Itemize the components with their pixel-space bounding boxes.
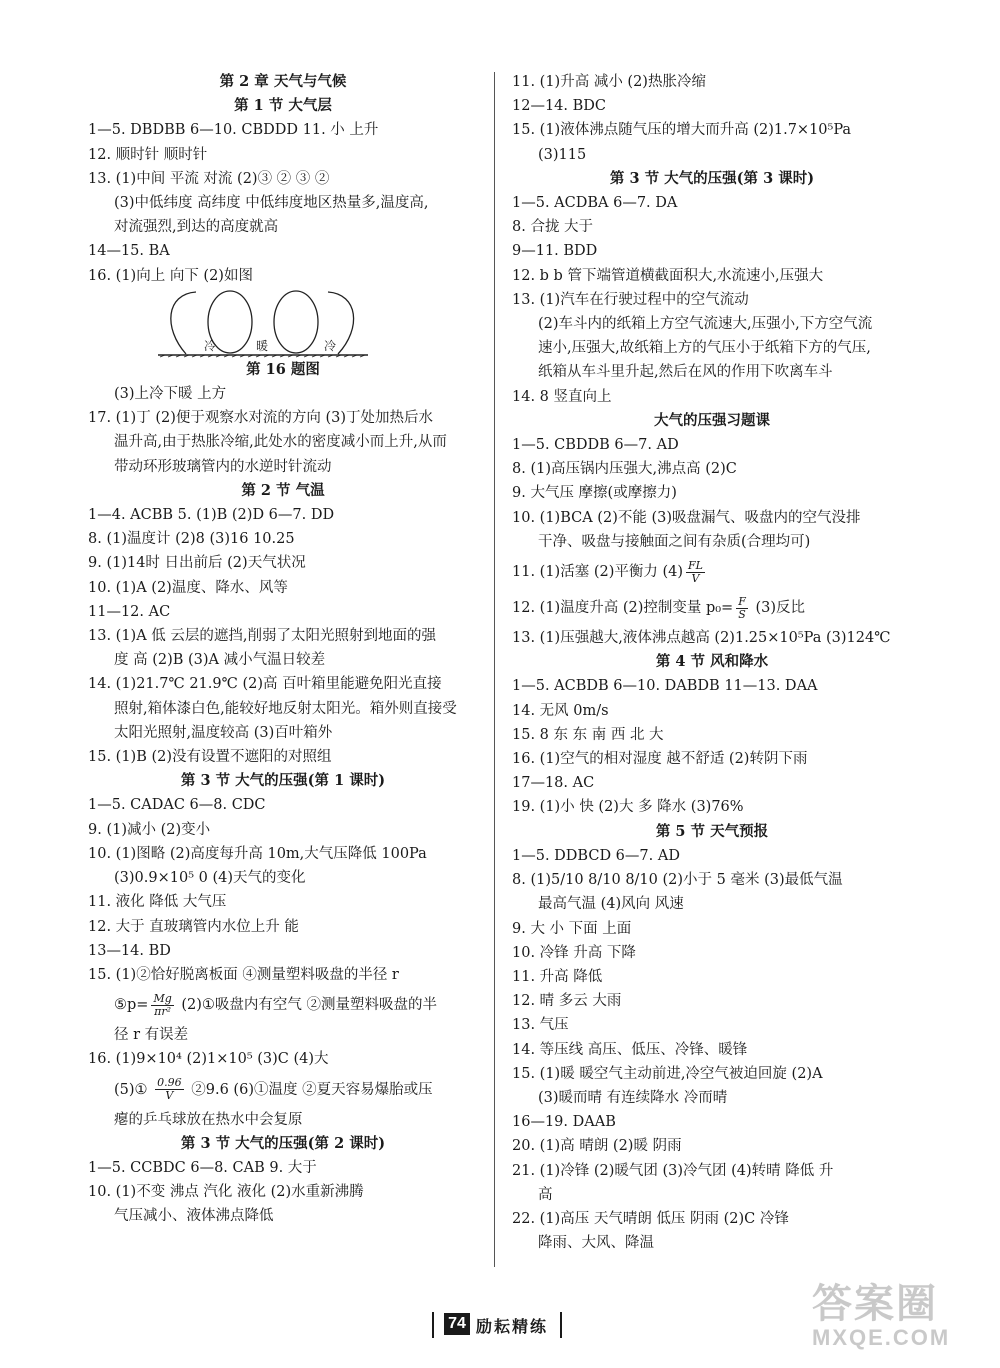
answer-text: 9. 大气压 摩擦(或摩擦力) — [512, 485, 677, 502]
right-line — [512, 868, 912, 892]
answer-text: (2)①吸盘内有空气 ②测量塑料吸盘的半 — [176, 997, 438, 1014]
right-line — [512, 795, 912, 819]
answer-text: 11—12. AC — [88, 603, 171, 620]
left-line — [88, 576, 478, 600]
right-line — [512, 626, 912, 650]
left-line — [88, 358, 478, 382]
right-line — [512, 965, 912, 989]
answer-text: 14. 8 竖直向上 — [512, 388, 612, 405]
left-line — [88, 430, 478, 454]
answer-text: ②9.6 (6)①温度 ②夏天容易爆胎或压 — [186, 1081, 433, 1098]
fraction: $\frac{0.96}{V}$ — [157, 1076, 182, 1103]
column-divider — [494, 72, 495, 1267]
answer-text: 10. (1)A (2)温度、降水、风等 — [88, 579, 288, 596]
answer-text: 第 5 节 天气预报 — [655, 822, 769, 840]
answer-text: (5)① — [114, 1081, 153, 1098]
right-line — [512, 747, 912, 771]
answer-text: 12. (1)温度升高 (2)控制变量 p₀= — [512, 600, 734, 617]
left-line — [88, 215, 478, 239]
answer-text: 1—5. CBDDB 6—7. AD — [512, 437, 679, 454]
answer-text: 干净、吸盘与接触面之间有杂质(合理均可) — [538, 533, 811, 550]
answer-text: 1—5. CCBDC 6—8. CAB 9. 大于 — [88, 1159, 317, 1176]
left-line — [88, 818, 478, 842]
brand-name: 励耘精练 — [476, 1317, 549, 1336]
answer-text: 19. (1)小 快 (2)大 多 降水 (3)76% — [512, 799, 744, 816]
left-line — [88, 842, 478, 866]
answer-text: 13. (1)汽车在行驶过程中的空气流动 — [512, 291, 749, 308]
convection-loop-2 — [274, 291, 318, 353]
answer-text: 8. (1)5/10 8/10 8/10 (2)小于 5 毫米 (3)最低气温 — [512, 872, 843, 889]
answer-text: 9. 大 小 下面 上面 — [512, 920, 632, 937]
left-line — [88, 503, 478, 527]
answer-text: 10. 冷锋 升高 下降 — [512, 944, 636, 961]
right-line — [512, 336, 912, 360]
right-line — [512, 699, 912, 723]
answer-text: 高 — [538, 1186, 553, 1203]
right-line — [512, 457, 912, 481]
left-line — [88, 239, 478, 263]
answer-text: 8. (1)高压锅内压强大,沸点高 (2)C — [512, 461, 737, 478]
answer-text: 1—4. ACBB 5. (1)B (2)D 6—7. DD — [88, 507, 335, 524]
answer-text: 20. (1)高 晴朗 (2)暖 阴雨 — [512, 1138, 682, 1155]
answer-text: 对流强烈,到达的高度就高 — [114, 219, 279, 236]
right-line — [512, 191, 912, 215]
fraction: $\frac{Mg}{\text{πr²}}$ — [153, 991, 172, 1018]
answer-text: 15. (1)B (2)没有设置不遮阳的对照组 — [88, 749, 332, 766]
left-line — [88, 527, 478, 551]
right-line — [512, 239, 912, 263]
answer-text: 降雨、大风、降温 — [538, 1235, 654, 1252]
right-line — [512, 70, 912, 94]
left-line — [88, 1108, 478, 1132]
answer-text: 9. (1)14时 日出前后 (2)天气状况 — [88, 555, 306, 572]
left-line — [88, 793, 478, 817]
left-line — [88, 939, 478, 963]
left-line — [88, 1156, 478, 1180]
answer-text: 温升高,由于热胀冷缩,此处水的密度减小而上升,从而 — [114, 434, 447, 451]
left-line — [88, 1047, 478, 1071]
answer-text: 16. (1)9×10⁴ (2)1×10⁵ (3)C (4)大 — [88, 1051, 329, 1068]
answer-text: 13. (1)A 低 云层的遮挡,削弱了太阳光照射到地面的强 — [88, 628, 437, 645]
answer-text: 17. (1)丁 (2)便于观察水对流的方向 (3)丁处加热后水 — [88, 410, 434, 427]
answer-text: 11. 升高 降低 — [512, 968, 603, 985]
left-line — [88, 1180, 478, 1204]
fraction: $\frac{FL}{V}$ — [688, 558, 703, 585]
answer-text: 16—19. DAAB — [512, 1114, 616, 1131]
answer-text: 13—14. BD — [88, 942, 171, 959]
answer-text: 第 1 节 大气层 — [234, 97, 332, 115]
left-line — [88, 143, 478, 167]
left-line — [88, 987, 478, 1023]
answer-text: 10. (1)图略 (2)高度每升高 10m,大气压降低 100Pa — [88, 845, 427, 862]
right-line — [512, 506, 912, 530]
answer-text: 17—18. AC — [512, 775, 595, 792]
left-column — [88, 70, 478, 1229]
answer-text: 8. 合拢 大于 — [512, 219, 594, 236]
left-line — [88, 600, 478, 624]
answer-text: 12. 顺时针 顺时针 — [88, 146, 208, 163]
answer-text: 大气的压强习题课 — [654, 411, 770, 429]
answer-text: 第 3 节 大气的压强(第 1 课时) — [180, 772, 386, 790]
answer-text: 1—5. DDBCD 6—7. AD — [512, 847, 680, 864]
label-warm: 暖 — [256, 338, 269, 353]
left-line — [88, 455, 478, 479]
answer-text: (3)暖而晴 有连续降水 冷而晴 — [538, 1089, 728, 1106]
left-line — [88, 1132, 478, 1156]
convection-diagram — [158, 288, 478, 358]
left-line — [88, 963, 478, 987]
left-line — [88, 191, 478, 215]
right-line — [512, 820, 912, 844]
page-number: 74 — [444, 1313, 470, 1335]
answer-text: 11. (1)升高 减小 (2)热胀冷缩 — [512, 74, 706, 90]
answer-text: 第 16 题图 — [246, 360, 320, 378]
answer-text: 第 2 节 气温 — [241, 481, 325, 499]
left-line — [88, 551, 478, 575]
answer-text: 21. (1)冷锋 (2)暖气团 (3)冷气团 (4)转晴 降低 升 — [512, 1162, 834, 1179]
answer-text: 12. 晴 多云 大雨 — [512, 993, 622, 1010]
right-line — [512, 1159, 912, 1183]
answer-text: 速小,压强大,故纸箱上方的气压小于纸箱下方的气压, — [538, 340, 871, 357]
fraction: $\frac{F}{S}$ — [738, 594, 746, 621]
left-line — [88, 745, 478, 769]
answer-text: 第 2 章 天气与气候 — [219, 73, 347, 90]
left-line — [88, 769, 478, 793]
answer-text: 12. b b 管下端管道横截面积大,水流速小,压强大 — [512, 267, 824, 284]
answer-text: 15. (1)液体沸点随气压的增大而升高 (2)1.7×10⁵Pa — [512, 122, 852, 139]
left-line — [88, 406, 478, 430]
answer-text: (3)0.9×10⁵ 0 (4)天气的变化 — [114, 870, 306, 887]
left-line — [88, 624, 478, 648]
answer-text: 1—5. CADAC 6—8. CDC — [88, 797, 266, 814]
answer-text: 15. (1)②恰好脱离板面 ④测量塑料吸盘的半径 r — [88, 966, 399, 983]
right-line — [512, 1183, 912, 1207]
right-line — [512, 94, 912, 118]
right-line — [512, 1038, 912, 1062]
left-line — [88, 382, 478, 406]
answer-text: ⑤p= — [114, 997, 149, 1014]
watermark-url: MXQE.COM — [812, 1325, 951, 1350]
answer-text: 14. 无风 0m/s — [512, 702, 609, 719]
answer-text: (3)115 — [538, 146, 587, 163]
right-line — [512, 1062, 912, 1086]
answer-text: 14—15. BA — [88, 243, 170, 260]
left-line — [88, 890, 478, 914]
answer-text: 8. (1)温度计 (2)8 (3)16 10.25 — [88, 531, 295, 548]
right-line — [512, 723, 912, 747]
right-line — [512, 530, 912, 554]
right-line — [512, 288, 912, 312]
answer-text: 第 4 节 风和降水 — [655, 653, 769, 671]
answer-text: (3)上冷下暖 上方 — [114, 386, 227, 403]
answer-text: 16. (1)空气的相对湿度 越不舒适 (2)转阴下雨 — [512, 751, 808, 768]
watermark-title: 答案圈 — [812, 1282, 938, 1326]
answer-text: (3)中低纬度 高纬度 中低纬度地区热量多,温度高, — [114, 195, 429, 212]
answer-text: 第 3 节 大气的压强(第 3 课时) — [609, 169, 815, 187]
left-line — [88, 167, 478, 191]
answer-text: 1—5. ACBDB 6—10. DABDB 11—13. DAA — [512, 678, 818, 695]
right-line — [512, 892, 912, 916]
right-line — [512, 1134, 912, 1158]
right-line — [512, 360, 912, 384]
right-line — [512, 264, 912, 288]
answer-text: 12—14. BDC — [512, 98, 606, 115]
right-line — [512, 1013, 912, 1037]
right-line — [512, 590, 912, 626]
answer-text: 最高气温 (4)风向 风速 — [538, 896, 684, 913]
answer-text: 12. 大于 直玻璃管内水位上升 能 — [88, 918, 299, 935]
right-line — [512, 143, 912, 167]
left-line — [88, 264, 478, 288]
left-line — [88, 118, 478, 142]
right-line — [512, 312, 912, 336]
label-cold-right: 冷 — [324, 338, 337, 353]
right-line — [512, 118, 912, 142]
answer-text: 1—5. ACDBA 6—7. DA — [512, 195, 678, 212]
right-line — [512, 167, 912, 191]
left-line — [88, 721, 478, 745]
answer-text: 13. (1)压强越大,液体沸点越高 (2)1.25×10⁵Pa (3)124℃ — [512, 630, 891, 647]
answer-text: 10. (1)BCA (2)不能 (3)吸盘漏气、吸盘内的空气没排 — [512, 509, 861, 526]
answer-text: 15. 8 东 东 南 西 北 大 — [512, 726, 664, 743]
answer-text: 径 r 有误差 — [114, 1027, 189, 1044]
right-line — [512, 989, 912, 1013]
answer-text: 13. (1)中间 平流 对流 (2)③ ② ③ ② — [88, 170, 330, 187]
answer-text: 11. 液化 降低 大气压 — [88, 894, 227, 911]
convection-arc-left — [171, 292, 196, 354]
answer-text: 太阳光照射,温度较高 (3)百叶箱外 — [114, 724, 333, 741]
left-line — [88, 1023, 478, 1047]
answer-text: (3)反比 — [750, 600, 806, 617]
right-line — [512, 215, 912, 239]
answer-text: 纸箱从车斗里升起,然后在风的作用下吹离车斗 — [538, 364, 833, 381]
left-line — [88, 1072, 478, 1108]
right-line — [512, 1086, 912, 1110]
right-column — [512, 70, 912, 1255]
answer-text: 带动环形玻璃管内的水逆时针流动 — [114, 458, 332, 475]
left-line — [88, 479, 478, 503]
answer-text: 14. (1)21.7℃ 21.9℃ (2)高 百叶箱里能避免阳光直接 — [88, 676, 442, 693]
answer-text: 14. 等压线 高压、低压、冷锋、暖锋 — [512, 1041, 748, 1058]
left-line — [88, 697, 478, 721]
answer-text: 9. (1)减小 (2)变小 — [88, 821, 211, 838]
answer-text: 气压减小、液体沸点降低 — [114, 1208, 274, 1225]
right-line — [512, 917, 912, 941]
answer-text: 16. (1)向上 向下 (2)如图 — [88, 267, 253, 284]
answer-text: 15. (1)暖 暖空气主动前进,冷空气被迫回旋 (2)A — [512, 1065, 823, 1082]
answer-text: 第 3 节 大气的压强(第 2 课时) — [180, 1134, 386, 1152]
right-line — [512, 844, 912, 868]
answer-text: 瘪的乒乓球放在热水中会复原 — [114, 1111, 303, 1128]
right-line — [512, 771, 912, 795]
answer-text: 9—11. BDD — [512, 243, 598, 260]
answer-text: 照射,箱体漆白色,能较好地反射太阳光。箱外则直接受 — [114, 700, 457, 717]
left-line — [88, 1204, 478, 1228]
answer-text: 度 高 (2)B (3)A 减小气温日较差 — [114, 652, 326, 669]
right-line — [512, 554, 912, 590]
right-line — [512, 433, 912, 457]
answer-text: 13. 气压 — [512, 1017, 569, 1034]
right-line — [512, 1231, 912, 1255]
left-line — [88, 94, 478, 118]
right-line — [512, 481, 912, 505]
left-line — [88, 915, 478, 939]
footer-bar-left — [432, 1312, 434, 1338]
left-line — [88, 672, 478, 696]
right-line — [512, 385, 912, 409]
answer-text: (2)车斗内的纸箱上方空气流速大,压强小,下方空气流 — [538, 316, 873, 333]
right-line — [512, 409, 912, 433]
watermark — [812, 1272, 982, 1360]
footer-bar-right — [560, 1312, 562, 1338]
left-line — [88, 866, 478, 890]
answer-text: 11. (1)活塞 (2)平衡力 (4) — [512, 564, 684, 581]
right-line — [512, 1207, 912, 1231]
answer-text: 22. (1)高压 天气晴朗 低压 阴雨 (2)C 冷锋 — [512, 1210, 789, 1227]
left-line — [88, 648, 478, 672]
right-line — [512, 1110, 912, 1134]
label-cold-left: 冷 — [204, 338, 217, 353]
right-line — [512, 941, 912, 965]
right-line — [512, 674, 912, 698]
answer-text: 10. (1)不变 沸点 汽化 液化 (2)水重新沸腾 — [88, 1184, 364, 1201]
left-line — [88, 70, 478, 94]
right-line — [512, 650, 912, 674]
answer-text: 1—5. DBDBB 6—10. CBDDD 11. 小 上升 — [88, 122, 379, 139]
